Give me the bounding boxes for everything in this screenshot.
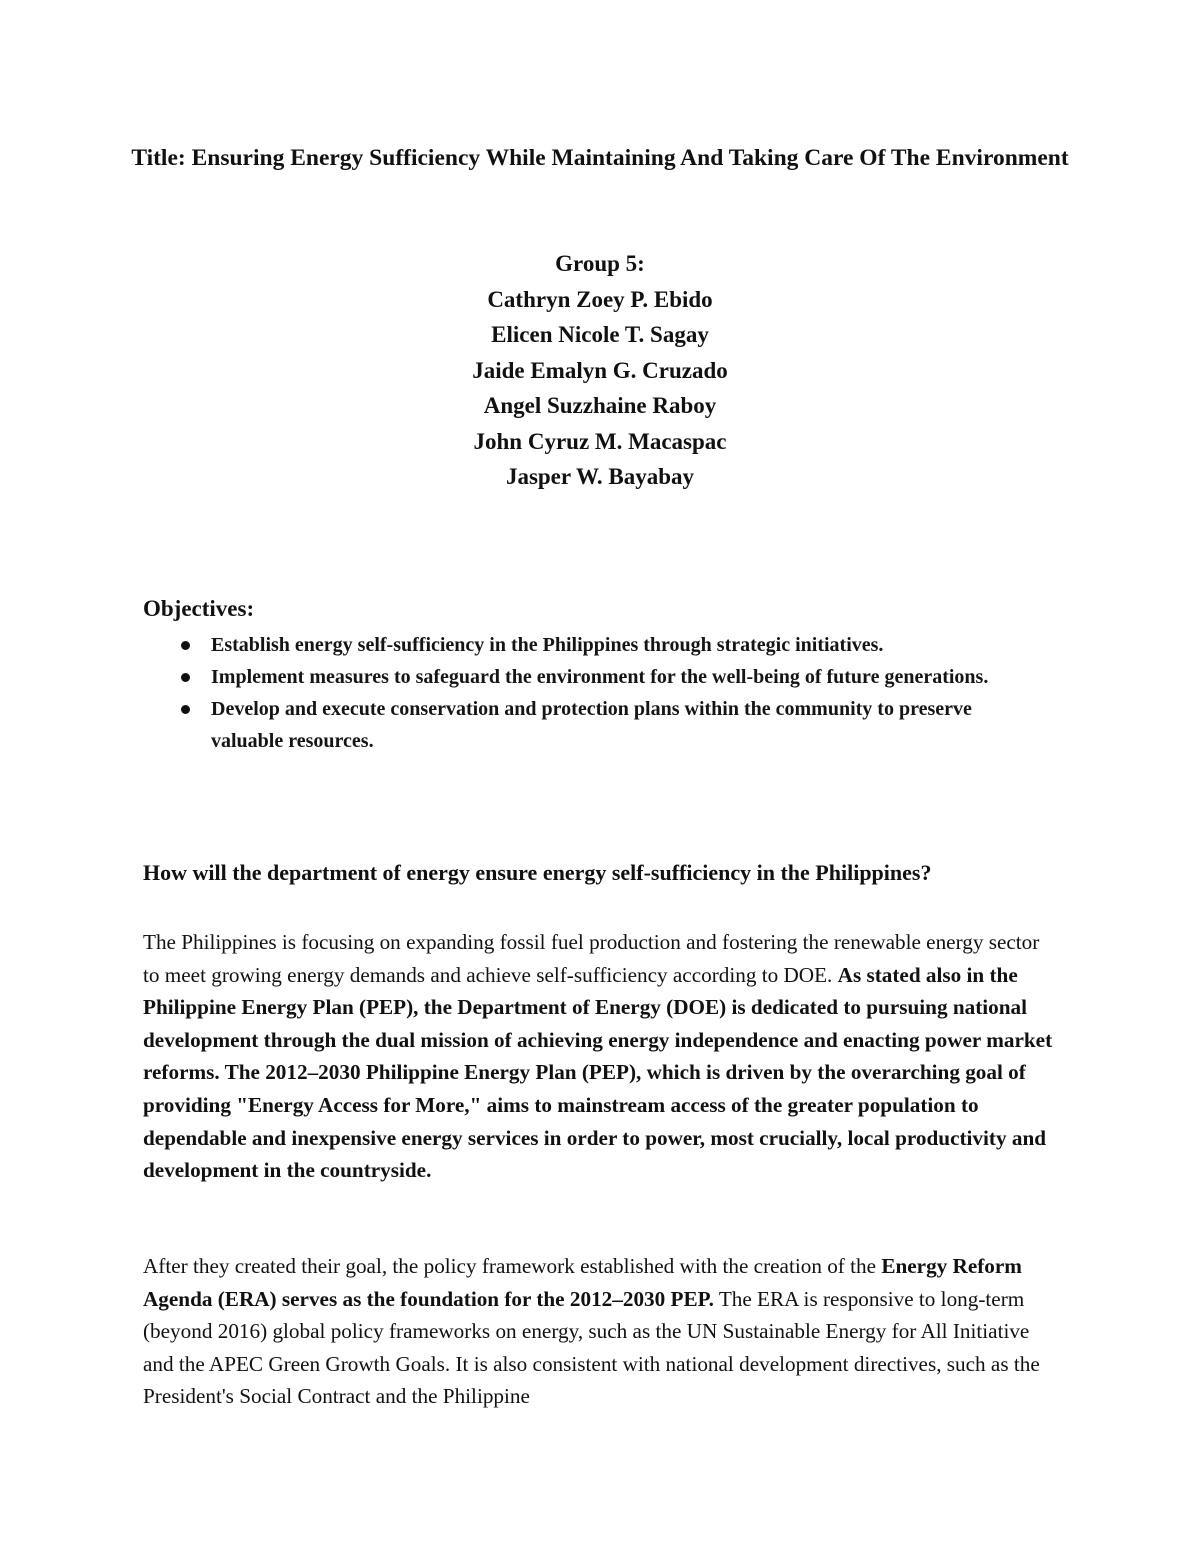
paragraph-bold-text: Energy Reform Agenda (ERA) serves as the foundation for the 2012–2030 PEP. xyxy=(143,1254,1022,1311)
paragraph-bold-text: As stated also in the Philippine Energy Plan (PEP), the Department of Energy (DOE) is dedicated to pursuing national development through the dual mission of achieving energy independence and enacting power market reforms. The 2012–2030 Philippine Energy Plan (PEP), which is driven by the overarching goal of providing "Energy Access for More," aims to mainstream access of the greater population to dependable and inexpensive energy services in order to power, most crucially, local productivity and development in the countryside. xyxy=(143,962,1053,1183)
group-heading: Group 5: xyxy=(555,251,645,276)
paragraph-text: The ERA is responsive to long-term (beyond 2016) global policy frameworks on energy, such as the UN Sustainable Energy for All Initiative and the APEC Green Growth Goals. It is also consistent with national development directives, such as the President's Social Contract and the Philippine xyxy=(143,1286,1040,1409)
objective-item xyxy=(143,693,1023,757)
objectives-heading: Objectives: xyxy=(143,596,255,621)
document-title: Title: Ensuring Energy Sufficiency While Maintaining And Taking Care Of The Environment xyxy=(131,145,1069,171)
paragraph-text: After they created their goal, the policy framework established with the creation of the xyxy=(143,1254,882,1278)
member-name: Jaide Emalyn G. Cruzado xyxy=(472,357,728,383)
member-name: Elicen Nicole T. Sagay xyxy=(491,322,709,347)
member-name: Cathryn Zoey P. Ebido xyxy=(487,286,713,312)
objective-text: Develop and execute conservation and protection plans within the community to preserve valuable resources. xyxy=(211,698,972,752)
bullet-icon xyxy=(181,705,190,714)
bullet-icon xyxy=(181,673,190,682)
group-members-block xyxy=(200,246,1000,495)
bullet-icon xyxy=(181,641,190,650)
objective-text: Implement measures to safeguard the environment for the well-being of future generations. xyxy=(211,666,989,688)
objective-item xyxy=(143,661,1023,693)
member-name: John Cyruz M. Macaspac xyxy=(473,428,727,454)
section-question-heading: How will the department of energy ensure energy self-sufficiency in the Philippines? xyxy=(143,860,932,885)
member-name: Angel Suzzhaine Raboy xyxy=(483,393,717,418)
paragraph-text: The Philippines is focusing on expanding fossil fuel production and fostering the renewable energy sector to meet growing energy demands and achieve self-sufficiency according to DOE. xyxy=(143,930,1040,987)
objectives-list xyxy=(143,629,1023,757)
member-name: Jasper W. Bayabay xyxy=(505,464,695,489)
objective-text: Establish energy self-sufficiency in the Philippines through strategic initiatives. xyxy=(211,634,884,656)
paragraph-era xyxy=(143,1250,1058,1413)
objective-item xyxy=(143,629,1023,661)
paragraph-doe-plan xyxy=(143,926,1058,1187)
